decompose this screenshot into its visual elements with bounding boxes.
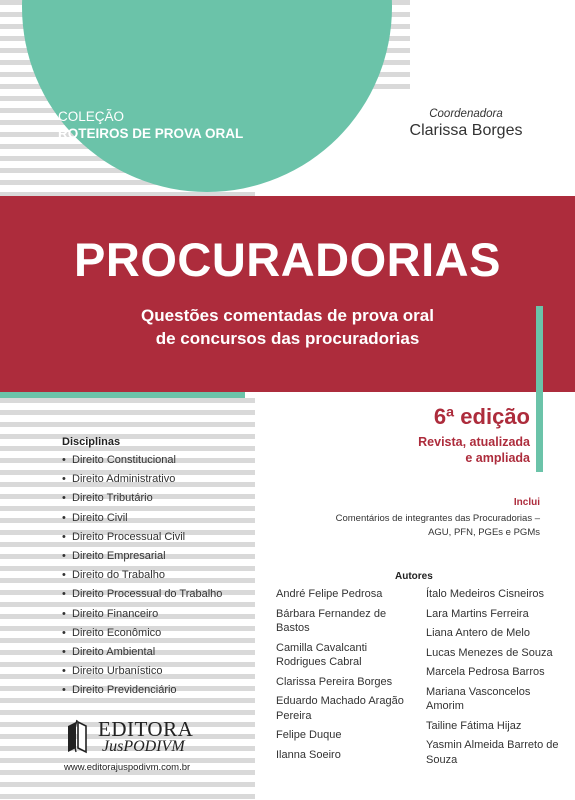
subtitle-line-2: de concursos das procuradorias [155, 329, 420, 348]
discipline-label: Direito Ambiental [72, 646, 156, 659]
discipline-item [62, 643, 222, 662]
discipline-label: Direito Financeiro [72, 607, 159, 620]
title-band [0, 196, 575, 392]
publisher-logo [64, 716, 244, 756]
discipline-item [62, 489, 222, 508]
series-line-2: ROTEIROS DE PROVA ORAL [58, 126, 244, 141]
discipline-item [62, 547, 222, 566]
includes-line-2: AGU, PFN, PGEs e PGMs [428, 527, 540, 538]
publisher-website: www.editorajuspodivm.com.br [64, 762, 191, 773]
author-name: Ítalo Medeiros Cisneiros [426, 588, 544, 600]
edition-line-1: Revista, atualizada [418, 435, 530, 449]
edition-number: 6ª edição [433, 404, 530, 429]
coordinator-role: Coordenadora [429, 108, 503, 120]
book-subtitle [0, 304, 575, 350]
authors-column-2 [426, 587, 566, 772]
includes-block [290, 497, 540, 540]
bullet-icon: • [62, 454, 66, 466]
bullet-icon: • [62, 665, 66, 678]
publisher-name-line-1: EDITORA [98, 717, 194, 741]
author-name: Mariana Vasconcelos Amorim [426, 685, 531, 712]
edition-description [380, 434, 530, 466]
disciplines-items [62, 451, 222, 701]
bullet-icon: • [62, 473, 66, 486]
discipline-label: Direito Processual do Trabalho [72, 588, 223, 601]
discipline-item [62, 451, 222, 470]
author-name: Liana Antero de Melo [426, 627, 530, 639]
edition-block [380, 404, 530, 466]
bullet-icon: • [62, 646, 66, 659]
discipline-item [62, 624, 222, 643]
author-name: Clarissa Pereira Borges [276, 675, 393, 688]
bullet-icon: • [62, 511, 66, 524]
discipline-item [62, 605, 222, 624]
discipline-label: Direito Econômico [72, 626, 162, 639]
discipline-label: Direito Tributário [72, 492, 153, 505]
series-label [58, 108, 243, 142]
series-line-1: COLEÇÃO [58, 109, 125, 124]
book-quill-icon [64, 718, 90, 754]
includes-heading: Inclui [513, 497, 540, 508]
author-name: Eduardo Machado Aragão Pereira [276, 695, 404, 722]
author-name: Tailine Fátima Hijaz [426, 719, 522, 732]
discipline-label: Direito Administrativo [72, 473, 176, 486]
discipline-item [62, 566, 222, 585]
includes-line-1: Comentários de integrantes das Procuradorias – [335, 513, 540, 524]
authors-column-1 [276, 587, 406, 767]
discipline-label: Direito Civil [72, 511, 128, 524]
author-name: Yasmin Almeida Barreto de Souza [426, 739, 559, 766]
includes-text [290, 512, 540, 540]
bullet-icon: • [62, 684, 66, 697]
discipline-label: Direito Previdenciário [72, 684, 177, 697]
discipline-label: Direito Constitucional [72, 454, 176, 466]
author-name: Lucas Menezes de Souza [426, 646, 553, 659]
discipline-label: Direito Urbanístico [72, 665, 163, 678]
discipline-item [62, 681, 222, 700]
discipline-item [62, 585, 222, 604]
bullet-icon: • [62, 626, 66, 639]
discipline-label: Direito Empresarial [72, 550, 166, 563]
discipline-label: Direito do Trabalho [72, 569, 165, 582]
edition-line-2: e ampliada [465, 451, 530, 465]
bullet-icon: • [62, 492, 66, 505]
subtitle-line-1: Questões comentadas de prova oral [141, 306, 434, 325]
discipline-item [62, 528, 222, 547]
bullet-icon: • [62, 550, 66, 563]
author-name: Camilla Cavalcanti Rodrigues Cabral [276, 641, 368, 668]
book-title: PROCURADORIAS [74, 233, 501, 286]
bullet-icon: • [62, 588, 66, 601]
discipline-item [62, 470, 222, 489]
disciplines-heading: Disciplinas [62, 436, 121, 448]
coordinator-name: Clarissa Borges [409, 122, 523, 139]
authors-heading: Autores [395, 571, 433, 582]
teal-vertical-bar [536, 306, 543, 472]
coordinator [396, 108, 536, 140]
author-name: Ilanna Soeiro [276, 748, 341, 761]
disciplines-list [62, 436, 222, 701]
teal-horizontal-bar [0, 392, 245, 398]
author-name: Marcela Pedrosa Barros [426, 666, 545, 678]
bullet-icon: • [62, 530, 66, 543]
discipline-label: Direito Processual Civil [72, 530, 186, 543]
bullet-icon: • [62, 569, 66, 582]
author-name: Felipe Duque [276, 729, 342, 741]
discipline-item [62, 509, 222, 528]
author-name: Bárbara Fernandez de Bastos [276, 607, 387, 634]
discipline-item [62, 662, 222, 681]
publisher-name-line-2: JusPODIVM [102, 738, 185, 755]
bullet-icon: • [62, 607, 66, 620]
author-name: André Felipe Pedrosa [276, 588, 383, 600]
author-name: Lara Martins Ferreira [426, 607, 529, 620]
